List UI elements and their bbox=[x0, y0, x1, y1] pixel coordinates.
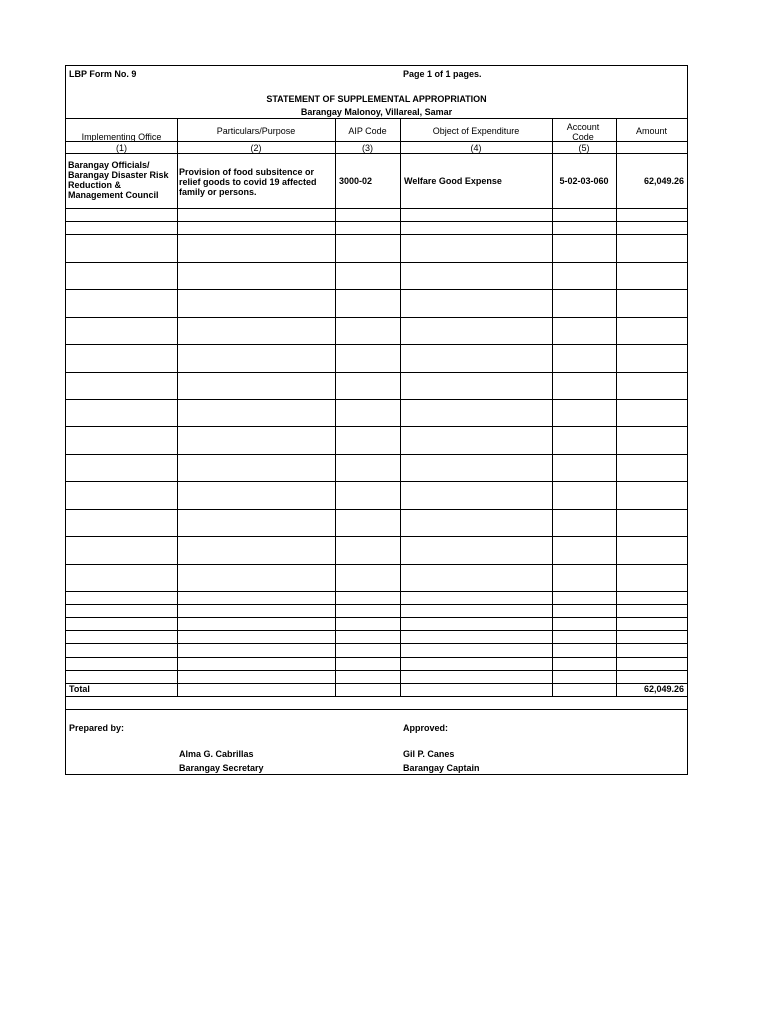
row-line bbox=[66, 591, 687, 592]
row-line bbox=[66, 344, 687, 345]
row-line bbox=[66, 709, 687, 710]
row-line bbox=[66, 426, 687, 427]
entry-purpose: Provision of food subsitence or relief goods to covid 19 affected family or persons. bbox=[179, 167, 317, 197]
entry-account-code: 5-02-03-060 bbox=[559, 176, 609, 186]
prepared-by-label: Prepared by: bbox=[69, 723, 125, 733]
prepared-by-name: Alma G. Cabrillas bbox=[179, 749, 254, 759]
row-line bbox=[66, 317, 687, 318]
row-line bbox=[66, 657, 687, 658]
appropriation-form bbox=[65, 65, 688, 775]
row-line bbox=[66, 372, 687, 373]
row-line bbox=[66, 399, 687, 400]
row-line bbox=[66, 696, 687, 697]
page-info: Page 1 of 1 pages. bbox=[403, 69, 482, 79]
column-line bbox=[552, 118, 553, 696]
col-num-2: (2) bbox=[250, 143, 262, 153]
column-line bbox=[177, 118, 178, 696]
entry-amount: 62,049.26 bbox=[643, 176, 684, 186]
total-amount: 62,049.26 bbox=[643, 684, 684, 694]
approved-by-title: Barangay Captain bbox=[403, 763, 480, 773]
entry-office: Barangay Officials/ Barangay Disaster Risk Reduction & Management Council bbox=[68, 160, 169, 200]
row-line bbox=[66, 262, 687, 263]
form-title: STATEMENT OF SUPPLEMENTAL APPROPRIATION bbox=[266, 94, 487, 104]
form-number: LBP Form No. 9 bbox=[69, 69, 137, 79]
col-header-account-code: Account Code bbox=[566, 122, 600, 142]
column-line bbox=[335, 118, 336, 696]
row-line bbox=[66, 221, 687, 222]
column-line bbox=[400, 118, 401, 696]
approved-by-label: Approved: bbox=[403, 723, 448, 733]
col-header-amount: Amount bbox=[635, 126, 668, 136]
col-num-5: (5) bbox=[578, 143, 590, 153]
col-header-aip-code: AIP Code bbox=[348, 126, 387, 136]
row-line bbox=[66, 670, 687, 671]
row-line bbox=[66, 617, 687, 618]
row-line bbox=[66, 604, 687, 605]
entry-object: Welfare Good Expense bbox=[404, 176, 502, 186]
row-line bbox=[66, 153, 687, 154]
approved-by-name: Gil P. Canes bbox=[403, 749, 455, 759]
row-line bbox=[66, 536, 687, 537]
row-line bbox=[66, 643, 687, 644]
row-line bbox=[66, 630, 687, 631]
col-num-3: (3) bbox=[362, 143, 373, 153]
col-num-4: (4) bbox=[470, 143, 482, 153]
row-line bbox=[66, 234, 687, 235]
prepared-by-title: Barangay Secretary bbox=[179, 763, 264, 773]
row-line bbox=[66, 289, 687, 290]
form-location: Barangay Malonoy, Villareal, Samar bbox=[300, 107, 453, 117]
col-header-office: Implementing Office bbox=[81, 132, 162, 142]
entry-aip-code: 3000-02 bbox=[339, 176, 373, 186]
column-line bbox=[616, 118, 617, 696]
row-line bbox=[66, 454, 687, 455]
col-header-object: Object of Expenditure bbox=[432, 126, 520, 136]
row-line bbox=[66, 481, 687, 482]
row-line bbox=[66, 118, 687, 119]
row-line bbox=[66, 683, 687, 684]
row-line bbox=[66, 141, 687, 142]
col-num-1: (1) bbox=[116, 143, 127, 153]
col-header-particulars: Particulars/Purpose bbox=[216, 126, 296, 136]
row-line bbox=[66, 564, 687, 565]
row-line bbox=[66, 509, 687, 510]
row-line bbox=[66, 208, 687, 209]
total-label: Total bbox=[69, 684, 90, 694]
